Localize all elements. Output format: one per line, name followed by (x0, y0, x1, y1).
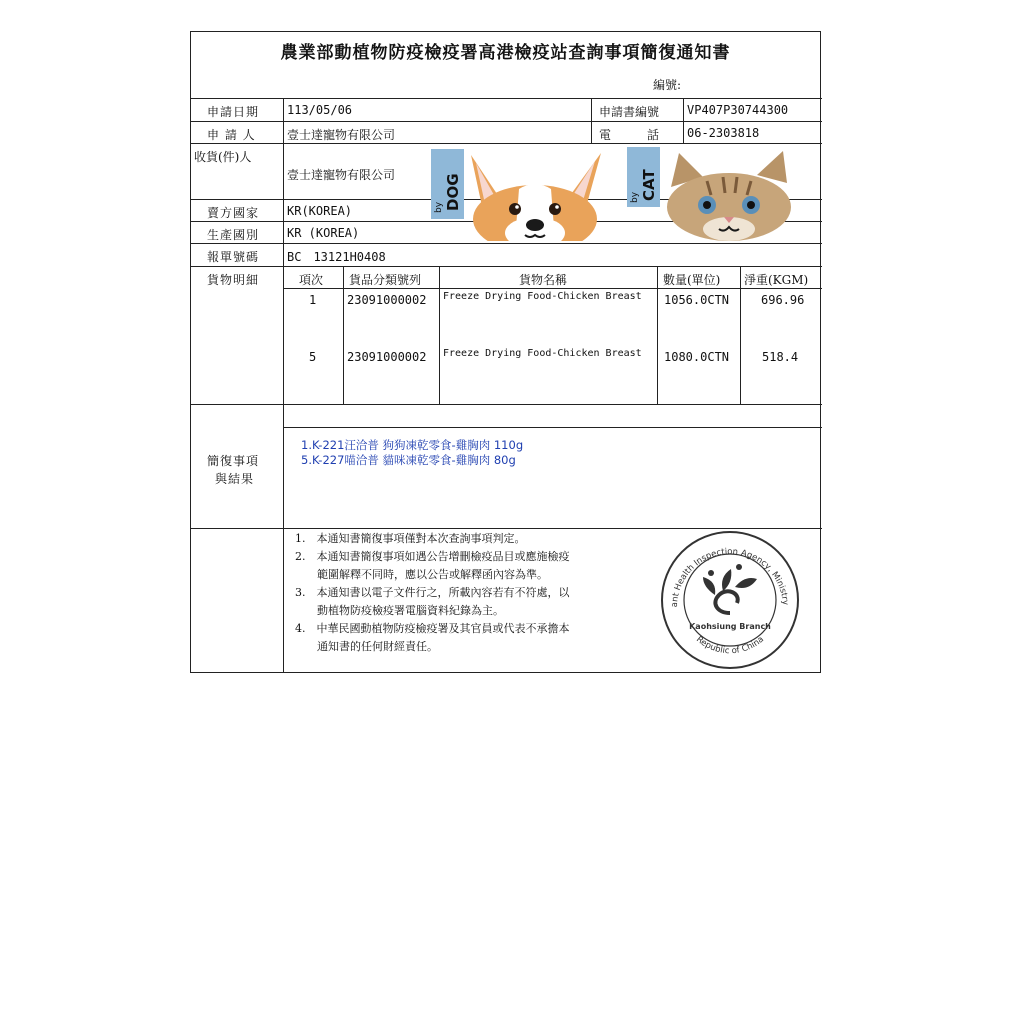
note-line: 3. 本通知書以電子文件行之，所載內容若有不符處，以 (295, 586, 570, 599)
rule (591, 98, 592, 143)
rule (439, 266, 440, 404)
rule (740, 266, 741, 404)
row-code: 23091000002 (347, 293, 427, 307)
form-no-value: VP407P30744300 (687, 103, 789, 117)
rule (191, 243, 822, 244)
row-weight: 696.96 (761, 293, 805, 307)
rule (283, 98, 284, 673)
apply-date-label: 申請日期 (207, 105, 260, 119)
seal-ring-top: ant Health Inspection Agency, Ministry (669, 546, 791, 608)
goods-header-code: 貨品分類號列 (349, 273, 422, 287)
seal-ring-bottom: Republic of China (694, 634, 766, 657)
applicant-value: 壹士達寵物有限公司 (287, 128, 396, 142)
reply-line: 1.K-221汪洽普 狗狗凍乾零食-雞胸肉 110g (301, 438, 524, 452)
seller-country-value: KR(KOREA) (287, 204, 353, 218)
seal-branch-text: Kaohsiung Branch (689, 622, 771, 631)
row-item: 5 (309, 350, 317, 364)
row-qty: 1080.0CTN (664, 350, 730, 364)
serial-label: 編號: (653, 78, 682, 92)
goods-header-name: 貨物名稱 (519, 273, 568, 287)
consignee-label: 收貨(件)人 (194, 150, 252, 164)
sprout-emblem-icon (703, 564, 757, 613)
origin-country-label: 生產國別 (207, 228, 260, 242)
origin-country-value: KR (KOREA) (287, 226, 360, 240)
tabby-cat-icon (667, 151, 791, 241)
row-code: 23091000002 (347, 350, 427, 364)
cat-brand-text: CAT (640, 169, 658, 201)
official-seal (659, 529, 801, 671)
corgi-dog-icon (471, 153, 601, 241)
row-item: 1 (309, 293, 317, 307)
phone-value: 06-2303818 (687, 126, 760, 140)
notice-document (190, 31, 821, 673)
rule (283, 427, 822, 428)
dog-brand-text: DOG (444, 173, 462, 211)
row-weight: 518.4 (762, 350, 799, 364)
cat-by-text: by (630, 191, 640, 203)
reply-line: 5.K-227喵洽普 貓咪凍乾零食-雞胸肉 80g (301, 453, 516, 467)
document-title: 農業部動植物防疫檢疫署高港檢疫站查詢事項簡復通知書 (280, 43, 731, 63)
goods-header-weight: 淨重(KGM) (744, 273, 809, 287)
rule (191, 121, 822, 122)
notes-list (295, 530, 570, 656)
form-no-label: 申請書編號 (599, 105, 660, 119)
rule (343, 266, 344, 404)
seller-country-label: 賣方國家 (207, 206, 260, 220)
svg-text:Animal and Plant Health Inspec (659, 529, 790, 608)
consignee-value: 壹士達寵物有限公司 (287, 168, 396, 182)
note-line: 4. 中華民國動植物防疫檢疫署及其官員或代表不承擔本 (295, 622, 570, 635)
note-line: 通知書的任何財經責任。 (295, 640, 438, 653)
goods-header-qty: 數量(單位) (663, 273, 721, 287)
goods-header-item: 項次 (299, 273, 324, 287)
note-line: 2. 本通知書簡復事項如遇公告增刪檢疫品目或應施檢疫 (295, 550, 570, 563)
applicant-label: 申 請 人 (207, 128, 256, 142)
reply-label-line2: 與結果 (215, 472, 255, 486)
goods-section-label: 貨物明細 (207, 273, 260, 287)
rule (683, 98, 684, 143)
rule (657, 266, 658, 404)
note-line: 範圍解釋不同時，應以公告或解釋函內容為準。 (295, 568, 548, 581)
row-name: Freeze Drying Food-Chicken Breast (443, 291, 642, 302)
rule (283, 288, 822, 289)
rule (191, 98, 822, 99)
reply-label-line1: 簡復事項 (207, 454, 260, 468)
rule (191, 266, 822, 267)
dog-brand-logo (431, 149, 607, 241)
bill-no-value: BC 13121H0408 (287, 250, 386, 264)
apply-date-value: 113/05/06 (287, 103, 353, 117)
phone-label: 電 話 (599, 128, 660, 142)
rule (191, 404, 822, 405)
row-name: Freeze Drying Food-Chicken Breast (443, 348, 642, 359)
dog-by-text: by (434, 201, 444, 213)
rule (191, 143, 822, 144)
note-line: 動植物防疫檢疫署電腦資料紀錄為主。 (295, 604, 504, 617)
bill-no-label: 報單號碼 (207, 250, 260, 264)
note-line: 1. 本通知書簡復事項僅對本次查詢事項判定。 (295, 532, 526, 545)
cat-brand-logo (627, 147, 793, 241)
row-qty: 1056.0CTN (664, 293, 730, 307)
